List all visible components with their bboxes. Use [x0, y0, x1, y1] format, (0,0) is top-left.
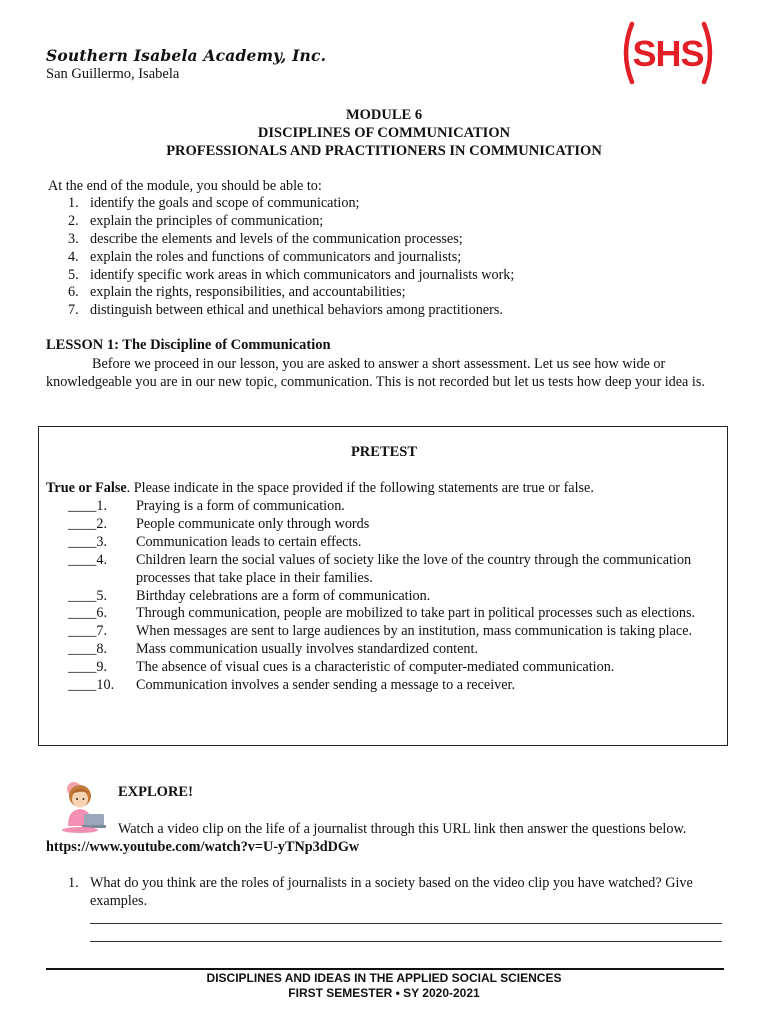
answer-blank[interactable]: ____8.: [68, 641, 108, 658]
module-number: MODULE 6: [345, 107, 423, 123]
footer-course: DISCIPLINES AND IDEAS IN THE APPLIED SOCIAL SCIENCES: [206, 971, 562, 985]
objective-number: 2.: [68, 212, 79, 229]
objective-item: [68, 195, 514, 213]
module-heading: [0, 106, 768, 160]
module-subtitle: PROFESSIONALS AND PRACTITIONERS IN COMMUNICATION: [166, 143, 602, 159]
objective-item: [68, 302, 514, 320]
school-name: Southern Isabela Academy, Inc.: [46, 46, 327, 65]
pretest-statement: Communication involves a sender sending a message to a receiver.: [136, 677, 516, 694]
pretest-statement: Communication leads to certain effects.: [136, 533, 362, 550]
shs-logo: [618, 20, 718, 86]
pretest-title: PRETEST: [350, 444, 418, 460]
question-1: [68, 874, 718, 910]
pretest-statement: Praying is a form of communication.: [136, 498, 345, 514]
objective-item: [68, 267, 514, 285]
answer-blank[interactable]: ____3.: [68, 533, 108, 550]
answer-line[interactable]: [90, 941, 722, 942]
question-number: 1.: [68, 875, 79, 891]
pretest-item: [68, 552, 708, 588]
pretest-item: [68, 534, 708, 552]
objective-text: explain the principles of communication;: [90, 212, 324, 229]
pretest-statement: Birthday celebrations are a form of communication.: [136, 587, 431, 604]
objective-text: identify specific work areas in which communicators and journalists work;: [90, 266, 515, 283]
objective-text: explain the rights, responsibilities, and accountabilities;: [90, 284, 406, 301]
objective-item: [68, 213, 514, 231]
objective-item: [68, 284, 514, 302]
school-address: San Guillermo, Isabela: [46, 66, 180, 82]
answer-blank[interactable]: ____10.: [68, 677, 115, 694]
explore-title: EXPLORE!: [118, 784, 193, 800]
objective-text: identify the goals and scope of communication;: [90, 195, 360, 211]
svg-text:SHS: SHS: [632, 33, 704, 74]
answer-blank[interactable]: ____4.: [68, 551, 108, 568]
question-text: What do you think are the roles of journalists in a society based on the video clip you have watched? Give examples.: [90, 875, 693, 909]
explore-text: Watch a video clip on the life of a journalist through this URL link then answer the questions below.: [118, 821, 687, 837]
pretest-statement: Mass communication usually involves standardized content.: [136, 641, 479, 658]
footer-rule: [46, 968, 724, 970]
answer-blank[interactable]: ____6.: [68, 605, 108, 622]
pretest-item: [68, 498, 708, 516]
pretest-statement: When messages are sent to large audiences by an institution, mass communication is taking place.: [136, 623, 693, 640]
pretest-item: [68, 605, 708, 623]
pretest-item: [68, 588, 708, 606]
pretest-list: [68, 498, 708, 695]
objective-item: [68, 231, 514, 249]
pretest-statement: Through communication, people are mobilized to take part in political processes such as elections.: [136, 605, 696, 622]
pretest-item: [68, 641, 708, 659]
answer-blank[interactable]: ____1.: [68, 498, 108, 514]
footer-semester: FIRST SEMESTER • SY 2020-2021: [288, 986, 480, 1000]
lesson-title: LESSON 1: The Discipline of Communication: [46, 337, 331, 353]
objective-text: distinguish between ethical and unethical behaviors among practitioners.: [90, 302, 503, 319]
video-link[interactable]: https://www.youtube.com/watch?v=U-yTNp3dDGw: [46, 839, 360, 855]
pretest-item: [68, 677, 708, 695]
objective-text: describe the elements and levels of the communication processes;: [90, 230, 463, 247]
answer-blank[interactable]: ____9.: [68, 659, 108, 676]
objective-number: 6.: [68, 284, 79, 301]
pretest-instruction-label: True or False: [46, 480, 127, 496]
pretest-instruction-text: . Please indicate in the space provided if the following statements are true or false.: [126, 480, 594, 496]
objective-number: 4.: [68, 248, 79, 265]
explore-paragraph: [46, 820, 726, 856]
lesson-paragraph: Before we proceed in our lesson, you are asked to answer a short assessment. Let us see how wide or knowledgeable you are in our new topic, communication. This is not recorded but let us tests how deep your idea is.: [46, 356, 705, 391]
pretest-item: [68, 623, 708, 641]
answer-blank[interactable]: ____5.: [68, 587, 108, 604]
objective-number: 5.: [68, 266, 79, 283]
pretest-statement: Children learn the social values of society like the love of the country through the communication processes that take place in their families.: [136, 551, 692, 586]
pretest-instruction: [46, 480, 594, 497]
objectives-list: [68, 195, 514, 320]
module-title: DISCIPLINES OF COMMUNICATION: [257, 125, 511, 141]
objective-text: explain the roles and functions of communicators and journalists;: [90, 248, 462, 265]
answer-blank[interactable]: ____2.: [68, 515, 108, 532]
footer: [0, 971, 768, 1001]
objective-number: 1.: [68, 195, 79, 211]
objectives-intro: At the end of the module, you should be able to:: [48, 178, 322, 194]
objective-number: 3.: [68, 230, 79, 247]
answer-line[interactable]: [90, 923, 722, 924]
answer-blank[interactable]: ____7.: [68, 623, 108, 640]
pretest-statement: People communicate only through words: [136, 515, 370, 532]
objective-number: 7.: [68, 302, 79, 319]
objective-item: [68, 249, 514, 267]
pretest-item: [68, 659, 708, 677]
pretest-statement: The absence of visual cues is a characteristic of computer-mediated communication.: [136, 659, 615, 676]
pretest-item: [68, 516, 708, 534]
